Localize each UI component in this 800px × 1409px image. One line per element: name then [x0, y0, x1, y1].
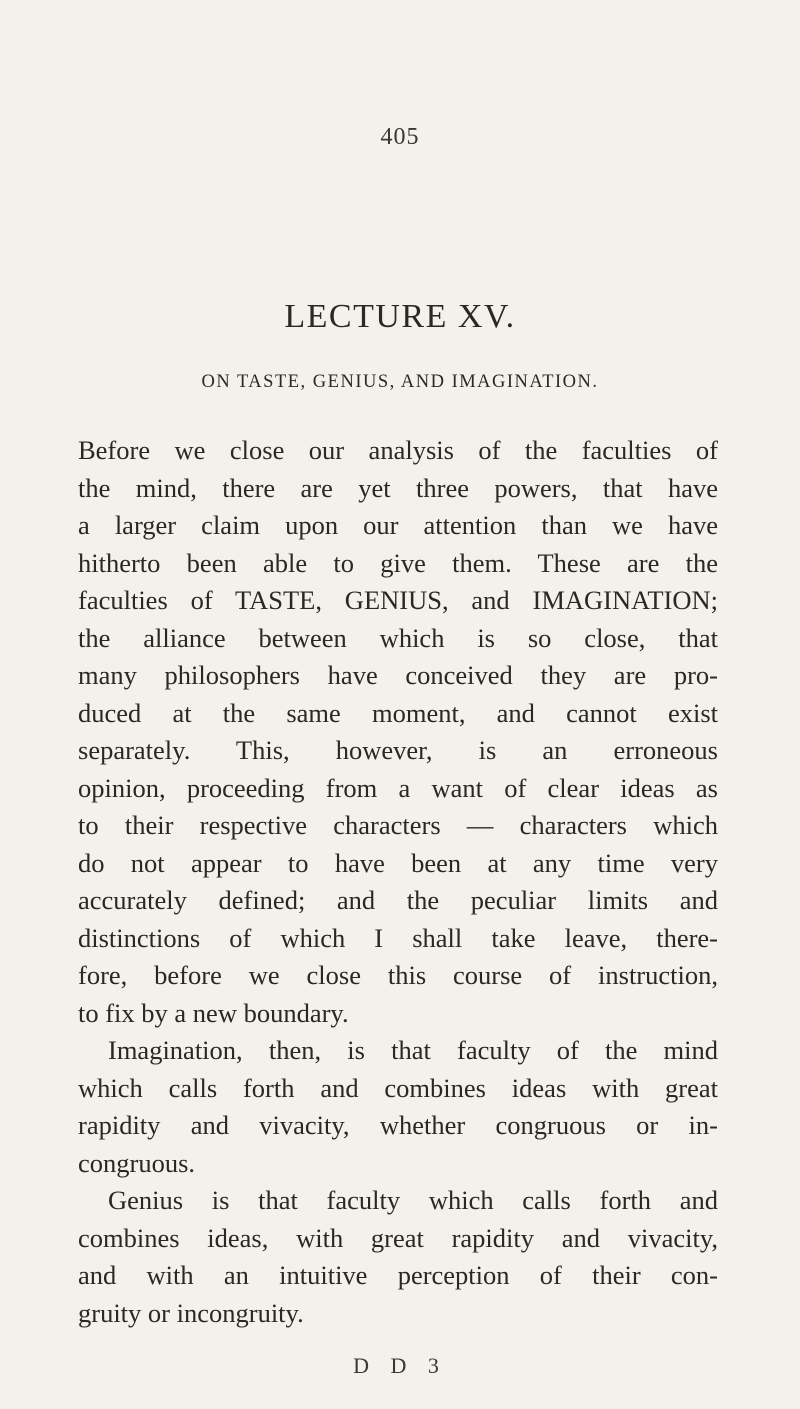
text-line: which calls forth and combines ideas with great	[78, 1072, 718, 1103]
text-line: to their respective characters — characters which	[78, 810, 718, 840]
text-line: Imagination, then, is that faculty of the mind	[108, 1035, 718, 1065]
signature-mark: D D 3	[353, 1353, 447, 1378]
text-line: do not appear to have been at any time very	[78, 847, 718, 878]
text-line: congruous.	[78, 1147, 196, 1178]
text-line: separately. This, however, is an erroneous	[78, 735, 718, 765]
text-line: duced at the same moment, and cannot exist	[78, 697, 718, 728]
text-line: faculties of TASTE, GENIUS, and IMAGINATION;	[78, 585, 718, 615]
page-number: 405	[380, 124, 420, 150]
lecture-subtitle: ON TASTE, GENIUS, AND IMAGINATION.	[201, 372, 599, 392]
text-line: rapidity and vivacity, whether congruous or in-	[78, 1110, 718, 1140]
text-line: a larger claim upon our attention than we have	[78, 510, 718, 540]
text-line: combines ideas, with great rapidity and vivacity,	[78, 1222, 718, 1253]
body-text	[78, 432, 718, 1332]
text-line: accurately defined; and the peculiar limits and	[78, 885, 718, 915]
text-line: many philosophers have conceived they are pro-	[78, 660, 718, 690]
text-line: the alliance between which is so close, that	[78, 622, 718, 653]
text-line: opinion, proceeding from a want of clear ideas as	[78, 772, 718, 803]
text-line: distinctions of which I shall take leave, there-	[78, 922, 718, 953]
text-line: to fix by a new boundary.	[78, 997, 349, 1028]
text-line: gruity or incongruity.	[78, 1297, 304, 1328]
text-line: Before we close our analysis of the faculties of	[78, 435, 718, 465]
text-line: hitherto been able to give them. These are the	[78, 547, 718, 578]
text-line: and with an intuitive perception of their con-	[78, 1260, 718, 1290]
lecture-title: LECTURE XV.	[284, 298, 516, 335]
text-line: the mind, there are yet three powers, that have	[78, 472, 718, 503]
text-line: fore, before we close this course of instruction,	[78, 960, 718, 990]
text-line: Genius is that faculty which calls forth and	[108, 1185, 718, 1215]
